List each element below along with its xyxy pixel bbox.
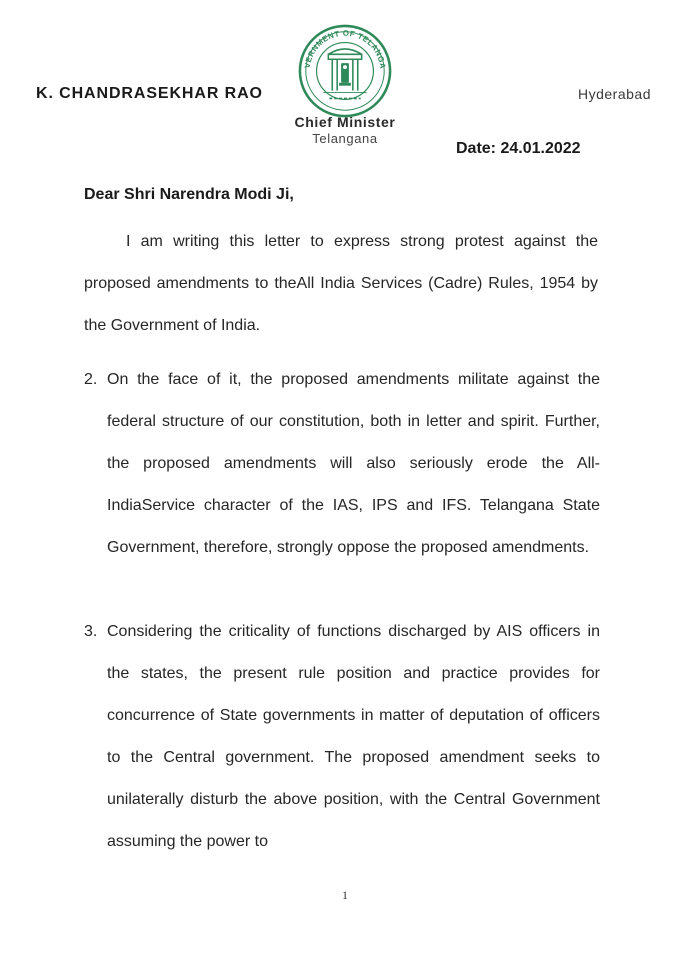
sender-name: K. CHANDRASEKHAR RAO [36,85,263,102]
designation-state: Telangana [312,131,378,146]
designation-title: Chief Minister [294,114,396,130]
paragraph-2-number: 2. [84,371,98,388]
paragraph-1: I am writing this letter to express strong protest against the proposed amendments to theAll India Services (Cadre) Rules, 1954 by the Government of India. [84,233,598,334]
paragraph-2: On the face of it, the proposed amendments militate against the federal structure of our constitution, both in letter and spirit. Further, the proposed amendments will also seriously erode the All-IndiaService character of the IAS, IPS and IFS. Telangana State Government, therefore, strongly oppose the proposed amendments. [107,371,600,556]
city-label: Hyderabad [578,86,651,102]
paragraph-3: Considering the criticality of functions discharged by AIS officers in the states, the present rule position and practice provides for concurrence of State governments in matter of deputation of officers to the Central government. The proposed amendment seeks to unilaterally disturb the above position, with the Central Government assuming the power to [107,623,600,850]
salutation: Dear Shri Narendra Modi Ji, [84,186,294,203]
telangana-emblem-icon [296,22,394,120]
page-number: 1 [342,888,348,902]
letter-date: Date: 24.01.2022 [456,140,581,157]
government-seal [296,22,394,120]
svg-text:GOVERNMENT OF TELANGANA: VERNMENT OF TELANGA [302,28,388,70]
paragraph-3-number: 3. [84,623,98,640]
